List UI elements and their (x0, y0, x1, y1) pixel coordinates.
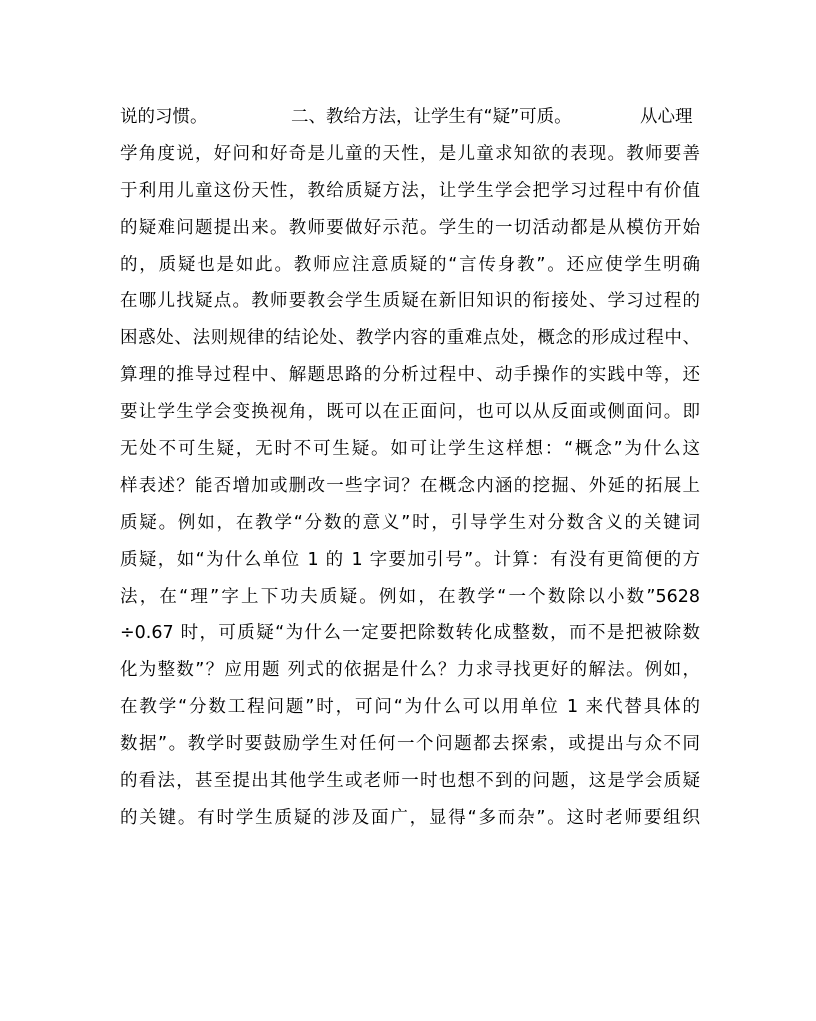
body-text (120, 99, 700, 837)
text-line: 困惑处、法则规律的结论处、教学内容的重难点处，概念的形成过程中、 (120, 328, 700, 349)
text-line: 于利用儿童这份天性，教给质疑方法，让学生学会把学习过程中有价值 (120, 180, 700, 201)
text-line: 数据”。教学时要鼓励学生对任何一个问题都去探索，或提出与众不同 (120, 734, 700, 755)
text-line: 的关键。有时学生质疑的涉及面广，显得“多而杂”。这时老师要组织 (120, 807, 700, 828)
section-heading: 二、教给方法，让学生有“疑”可质。 (291, 107, 572, 127)
text-line-first (120, 99, 700, 136)
text-line: 化为整数”？应用题 列式的依据是什么？力求寻找更好的解法。例如， (120, 660, 700, 681)
text-line: 质疑。例如，在教学“分数的意义”时，引导学生对分数含义的关键词 (120, 512, 700, 533)
text-line: 学角度说，好问和好奇是儿童的天性，是儿童求知欲的表现。教师要善 (120, 143, 700, 164)
text-line: 要让学生学会变换视角，既可以在正面问，也可以从反面或侧面问。即 (120, 402, 700, 423)
text-line: 法，在“理”字上下功夫质疑。例如，在教学“一个数除以小数”5628 (120, 586, 700, 607)
text-line: 在教学“分数工程问题”时，可问“为什么可以用单位 1 来代替具体的 (120, 697, 700, 718)
text-line: 算理的推导过程中、解题思路的分析过程中、动手操作的实践中等，还 (120, 365, 700, 386)
text-line: 的看法，甚至提出其他学生或老师一时也想不到的问题，这是学会质疑 (120, 771, 700, 792)
text-line: 的，质疑也是如此。教师应注意质疑的“言传身教”。还应使学生明确 (120, 254, 700, 275)
text-line: 无处不可生疑，无时不可生疑。如可让学生这样想：“概念”为什么这 (120, 439, 700, 460)
first-line-segment-3: 从心理 (640, 107, 693, 127)
text-line: 的疑难问题提出来。教师要做好示范。学生的一切活动都是从模仿开始 (120, 217, 700, 238)
first-line-segment-1: 说的习惯。 (120, 107, 208, 127)
text-line: 在哪儿找疑点。教师要教会学生质疑在新旧知识的衔接处、学习过程的 (120, 291, 700, 312)
text-line: 样表述？能否增加或删改一些字词？在概念内涵的挖掘、外延的拓展上 (120, 475, 700, 496)
text-line: 质疑，如“为什么单位 1 的 1 字要加引号”。计算：有没有更简便的方 (120, 549, 700, 570)
text-line: ÷0.67 时，可质疑“为什么一定要把除数转化成整数，而不是把被除数 (120, 623, 700, 644)
